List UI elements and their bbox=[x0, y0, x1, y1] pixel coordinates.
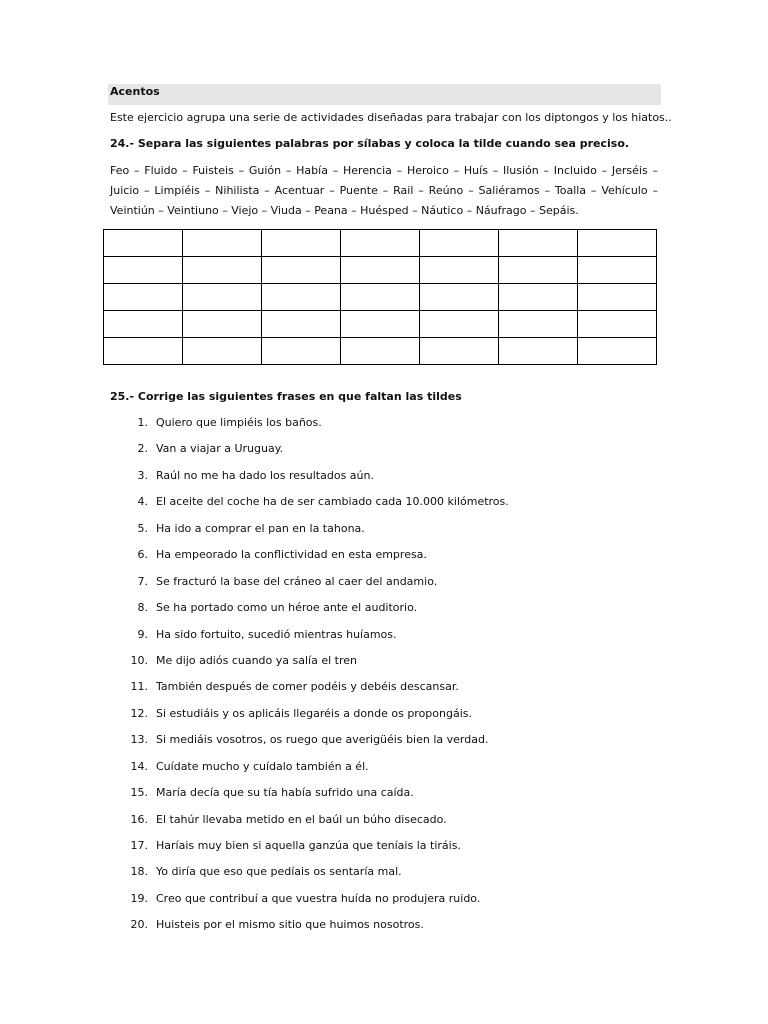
grid-cell bbox=[420, 284, 499, 311]
grid-cell bbox=[420, 257, 499, 284]
grid-cell bbox=[578, 230, 657, 257]
sentence-text: Quiero que limpiéis los baños. bbox=[156, 416, 322, 429]
grid-cell bbox=[341, 257, 420, 284]
sentence-item bbox=[110, 573, 670, 599]
sentence-text: Yo diría que eso que pedíais os sentaría mal. bbox=[156, 865, 402, 879]
grid-cell bbox=[183, 284, 262, 311]
grid-cell bbox=[262, 257, 341, 284]
intro-text: Este ejercicio agrupa una serie de actividades diseñadas para trabajar con los diptongos y los hiatos.. bbox=[110, 111, 672, 124]
syllable-answer-grid bbox=[103, 229, 657, 365]
sentence-item bbox=[110, 811, 670, 837]
sentence-text: María decía que su tía había sufrido una caída. bbox=[156, 786, 414, 800]
sentence-text: Si estudiáis y os aplicáis llegaréis a donde os propongáis. bbox=[156, 706, 472, 720]
sentence-item bbox=[110, 731, 670, 757]
sentence-number: 12. bbox=[130, 706, 148, 720]
exercise-24-heading: 24.- Separa las siguientes palabras por sílabas y coloca la tilde cuando sea preciso. bbox=[110, 137, 630, 150]
sentence-number: 3. bbox=[137, 468, 148, 482]
sentence-text: Ha empeorado la conflictividad en esta empresa. bbox=[156, 548, 427, 562]
sentence-item bbox=[110, 837, 670, 863]
sentence-item bbox=[110, 493, 670, 519]
sentence-number: 15. bbox=[130, 786, 148, 800]
sentence-text: Cuídate mucho y cuídalo también a él. bbox=[156, 759, 369, 773]
sentence-item bbox=[110, 414, 670, 440]
sentence-number: 5. bbox=[137, 521, 148, 535]
sentence-text: El tahúr llevaba metido en el baúl un búho disecado. bbox=[156, 812, 447, 826]
sentence-item bbox=[110, 758, 670, 784]
grid-cell bbox=[420, 338, 499, 365]
grid-cell bbox=[104, 311, 183, 338]
sentence-number: 1. bbox=[137, 416, 148, 429]
grid-cell bbox=[341, 230, 420, 257]
sentence-text: Huisteis por el mismo sitio que huimos nosotros. bbox=[156, 918, 424, 932]
sentence-item bbox=[110, 784, 670, 810]
sentence-item bbox=[110, 652, 670, 678]
grid-cell bbox=[499, 284, 578, 311]
sentence-number: 19. bbox=[130, 891, 148, 905]
sentence-number: 4. bbox=[137, 495, 148, 509]
sentence-item bbox=[110, 705, 670, 731]
grid-cell bbox=[578, 284, 657, 311]
grid-cell bbox=[578, 338, 657, 365]
sentence-text: Si mediáis vosotros, os ruego que averigüéis bien la verdad. bbox=[156, 733, 489, 747]
sentence-item bbox=[110, 626, 670, 652]
sentence-item bbox=[110, 916, 670, 942]
exercise-24-word-list: Feo – Fluido – Fuisteis – Guión – Había – Herencia – Heroico – Huís – Ilusión – Incluido – Jerséis – Juicio – Limpiéis – Nihilista – Acentuar – Puente – Rail – Reúno – Saliéramos – Toalla – Vehículo – Veintiún – Veintiuno – Viejo – Viuda – Peana – Huésped – Náutico – Náufrago – Sepáis. bbox=[110, 164, 658, 217]
sentence-number: 10. bbox=[130, 653, 148, 667]
grid-cell bbox=[183, 338, 262, 365]
sentence-number: 16. bbox=[130, 812, 148, 826]
sentence-text: Haríais muy bien si aquella ganzúa que teníais la tiráis. bbox=[156, 839, 461, 852]
sentence-number: 9. bbox=[137, 627, 148, 641]
sentence-text: Ha ido a comprar el pan en la tahona. bbox=[156, 521, 365, 535]
grid-row bbox=[104, 284, 657, 311]
grid-cell bbox=[262, 338, 341, 365]
sentence-number: 14. bbox=[130, 759, 148, 773]
grid-row bbox=[104, 338, 657, 365]
sentence-item bbox=[110, 440, 670, 466]
grid-cell bbox=[104, 338, 183, 365]
sentence-number: 18. bbox=[130, 865, 148, 879]
sentence-number: 11. bbox=[130, 680, 148, 694]
grid-cell bbox=[578, 311, 657, 338]
sentence-text: Raúl no me ha dado los resultados aún. bbox=[156, 468, 374, 482]
grid-cell bbox=[341, 284, 420, 311]
section-title: Acentos bbox=[108, 84, 661, 105]
grid-row bbox=[104, 311, 657, 338]
grid-cell bbox=[341, 338, 420, 365]
grid-cell bbox=[183, 230, 262, 257]
sentence-item bbox=[110, 467, 670, 493]
sentence-number: 7. bbox=[137, 574, 148, 588]
sentence-number: 17. bbox=[130, 839, 148, 852]
grid-cell bbox=[183, 311, 262, 338]
sentence-number: 20. bbox=[130, 918, 148, 932]
sentence-item bbox=[110, 890, 670, 916]
grid-cell bbox=[104, 230, 183, 257]
grid-cell bbox=[104, 284, 183, 311]
grid-row bbox=[104, 230, 657, 257]
grid-cell bbox=[341, 311, 420, 338]
grid-cell bbox=[262, 311, 341, 338]
sentence-number: 2. bbox=[137, 442, 148, 456]
grid-cell bbox=[499, 338, 578, 365]
grid-cell bbox=[262, 230, 341, 257]
grid-cell bbox=[104, 257, 183, 284]
grid-cell bbox=[499, 311, 578, 338]
grid-cell bbox=[420, 311, 499, 338]
grid-cell bbox=[499, 257, 578, 284]
sentence-text: Creo que contribuí a que vuestra huída no produjera ruido. bbox=[156, 891, 481, 905]
exercise-25-heading: 25.- Corrige las siguientes frases en que faltan las tildes bbox=[110, 390, 462, 403]
sentence-text: También después de comer podéis y debéis descansar. bbox=[156, 680, 459, 694]
sentence-text: Ha sido fortuito, sucedió mientras huíamos. bbox=[156, 627, 397, 641]
sentence-number: 8. bbox=[137, 601, 148, 615]
grid-cell bbox=[499, 230, 578, 257]
sentence-item bbox=[110, 599, 670, 625]
sentence-number: 6. bbox=[137, 548, 148, 562]
grid-cell bbox=[578, 257, 657, 284]
sentence-text: Van a viajar a Uruguay. bbox=[156, 442, 284, 456]
sentence-text: Se fracturó la base del cráneo al caer del andamio. bbox=[156, 574, 438, 588]
grid-cell bbox=[183, 257, 262, 284]
grid-row bbox=[104, 257, 657, 284]
sentence-item bbox=[110, 520, 670, 546]
sentence-text: Se ha portado como un héroe ante el auditorio. bbox=[156, 601, 418, 615]
sentence-item bbox=[110, 678, 670, 704]
exercise-25-sentence-list bbox=[110, 414, 670, 943]
grid-cell bbox=[262, 284, 341, 311]
sentence-text: El aceite del coche ha de ser cambiado cada 10.000 kilómetros. bbox=[156, 495, 509, 509]
sentence-number: 13. bbox=[130, 733, 148, 747]
sentence-text: Me dijo adiós cuando ya salía el tren bbox=[156, 653, 357, 667]
sentence-item bbox=[110, 546, 670, 572]
sentence-item bbox=[110, 863, 670, 889]
grid-cell bbox=[420, 230, 499, 257]
